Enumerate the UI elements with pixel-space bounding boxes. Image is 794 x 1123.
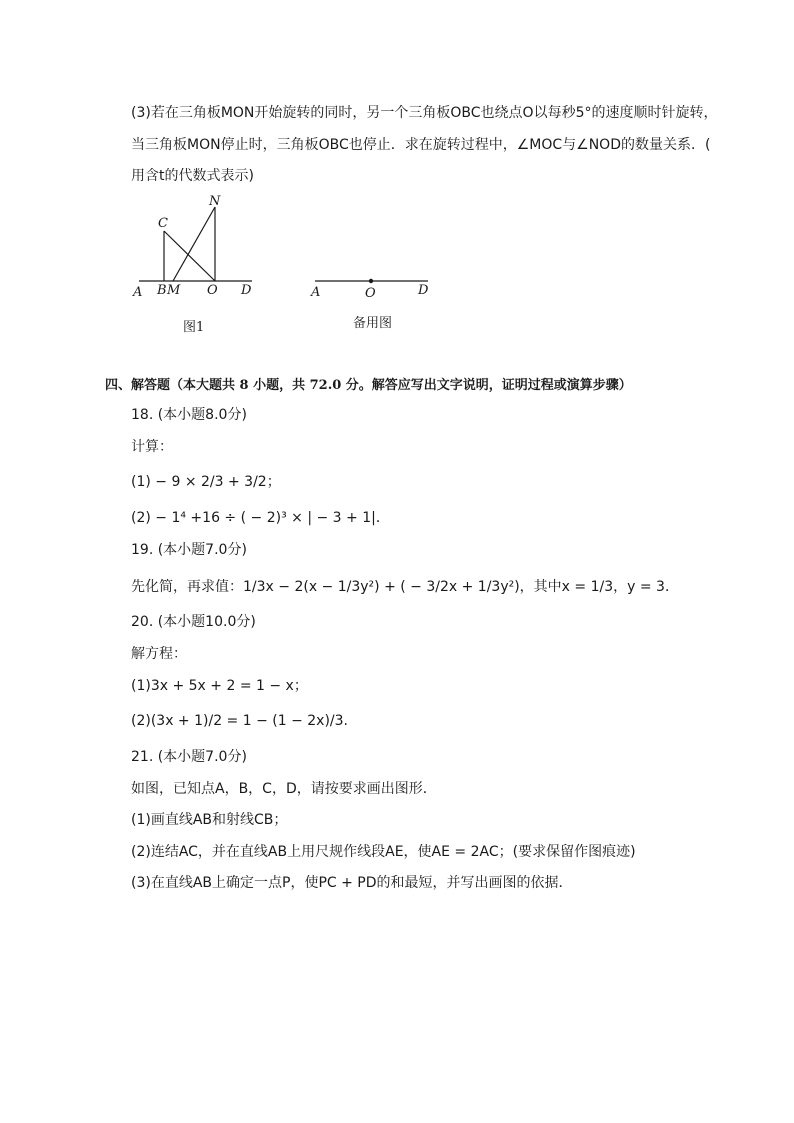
q18-header: 18. (本小题8.0分) bbox=[131, 407, 247, 423]
q20-header: 20. (本小题10.0分) bbox=[131, 614, 256, 630]
q18-part1: (1) − 9 × 2/3 + 3/2； bbox=[131, 474, 281, 490]
q17-part3-line1: (3)若在三角板MON开始旋转的同时，另一个三角板OBC也绕点O以每秒5°的速度顺时针旋转， bbox=[131, 105, 718, 121]
fig2-label-O: O bbox=[365, 286, 376, 301]
q21-intro: 如图，已知点A，B，C，D，请按要求画出图形． bbox=[131, 781, 437, 797]
q21-part3: (3)在直线AB上确定一点P，使PC + PD的和最短，并写出画图的依据． bbox=[131, 875, 573, 891]
q21-part2: (2)连结AC，并在直线AB上用尺规作线段AE，使AE = 2AC；(要求保留作图痕迹) bbox=[131, 844, 636, 860]
geometry-figures bbox=[0, 0, 794, 360]
q18-part2: (2) − 1⁴ +16 ÷ ( − 2)³ × | − 3 + 1|． bbox=[131, 510, 390, 526]
q17-part3-line3: 用含t的代数式表示) bbox=[131, 168, 254, 184]
fig1-label-N: N bbox=[209, 194, 221, 209]
fig2-label-D: D bbox=[418, 283, 429, 298]
fig1-segment-NM bbox=[173, 207, 215, 281]
figure-2-diagram bbox=[310, 279, 429, 301]
q20-part2: (2)(3x + 1)/2 = 1 − (1 − 2x)/3. bbox=[131, 713, 349, 729]
figure-1-caption: 图1 bbox=[183, 320, 205, 335]
fig2-label-A: A bbox=[311, 285, 321, 300]
q19-header: 19. (本小题7.0分) bbox=[131, 542, 247, 558]
q21-part1: (1)画直线AB和射线CB； bbox=[131, 812, 288, 828]
q21-header: 21. (本小题7.0分) bbox=[131, 749, 247, 765]
q19-body: 先化简，再求值：1/3x − 2(x − 1/3y²) + ( − 3/2x + 1/3y²)，其中x = 1/3，y = 3． bbox=[131, 579, 679, 595]
q18-intro: 计算： bbox=[131, 439, 173, 455]
figure-2-caption: 备用图 bbox=[353, 316, 393, 331]
q20-intro: 解方程： bbox=[131, 646, 187, 662]
q20-part1: (1)3x + 5x + 2 = 1 − x； bbox=[131, 678, 308, 694]
fig1-label-D: D bbox=[241, 283, 252, 298]
fig2-point-O bbox=[369, 279, 373, 283]
q17-part3-line2: 当三角板MON停止时，三角板OBC也停止．求在旋转过程中，∠MOC与∠NOD的数量关系．( bbox=[131, 137, 711, 153]
fig1-segment-CO bbox=[164, 231, 215, 281]
fig1-label-A: A bbox=[133, 285, 143, 300]
fig1-label-M: M bbox=[167, 283, 181, 298]
figure-1-diagram bbox=[132, 194, 252, 300]
fig1-label-C: C bbox=[158, 216, 168, 231]
section-title: 四、解答题（本大题共 8 小题，共 72.0 分。解答应写出文字说明，证明过程或演算步骤） bbox=[105, 378, 632, 393]
fig1-label-B: B bbox=[157, 283, 167, 298]
fig1-label-O: O bbox=[207, 283, 218, 298]
